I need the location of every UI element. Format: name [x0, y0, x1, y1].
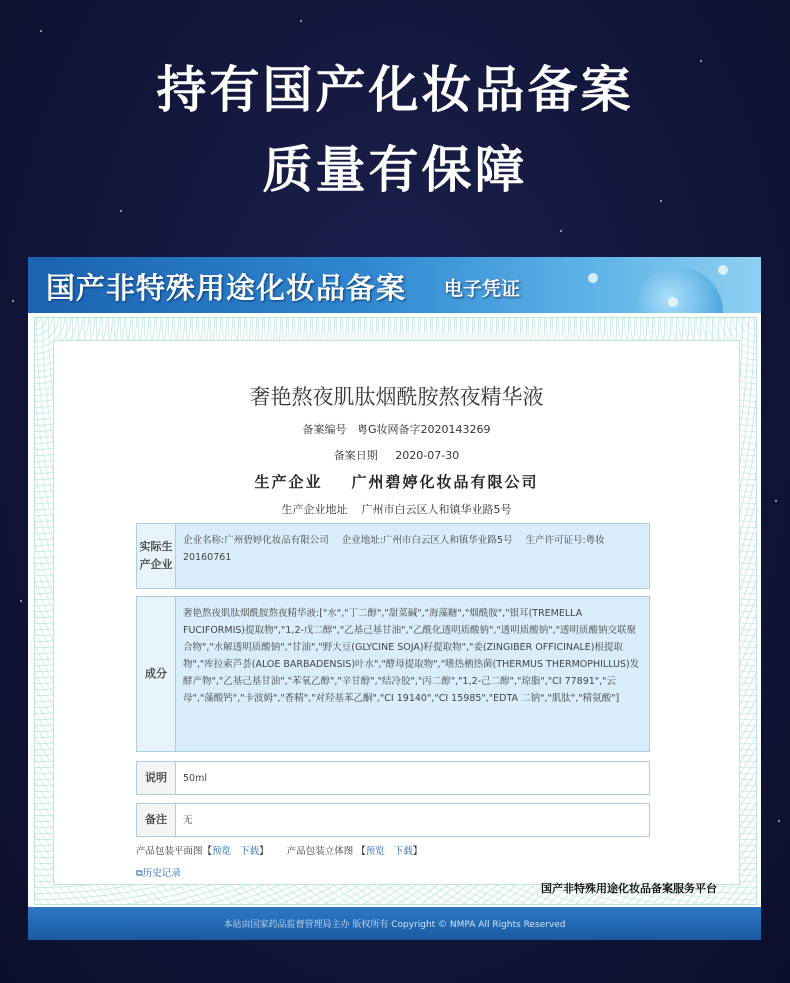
star	[300, 20, 302, 22]
star	[40, 30, 42, 32]
registration-value: 粤G妆网备字2020143269	[356, 423, 491, 436]
certificate-screenshot	[28, 257, 761, 940]
registration-label: 备案编号	[302, 423, 347, 436]
bracket-close: 】	[259, 846, 269, 857]
globe-icon	[633, 267, 723, 313]
banner-subtitle: 电子凭证	[444, 278, 521, 300]
platform-name: 国产非特殊用途化妆品备案服务平台	[541, 882, 717, 895]
actual-producer-label: 实际生产企业	[137, 524, 176, 588]
certificate-border	[34, 317, 757, 905]
network-node-icon	[668, 297, 678, 307]
star	[775, 500, 777, 502]
headline-line1: 持有国产化妆品备案	[156, 61, 634, 119]
manufacturer-value: 广州碧婷化妆品有限公司	[351, 473, 539, 491]
address-value: 广州市白云区人和镇华业路5号	[361, 503, 512, 516]
star	[778, 820, 780, 822]
manufacturer	[54, 471, 739, 492]
star	[20, 600, 22, 602]
network-node-icon	[718, 265, 728, 275]
product-name: 奢艳熬夜肌肽烟酰胺熬夜精华液	[249, 385, 544, 409]
ingredients-box	[136, 596, 650, 752]
flat-download-link[interactable]: 下载	[240, 846, 260, 857]
flat-preview-link[interactable]: 预览	[212, 846, 232, 857]
package-flat-label: 产品包装平面图【	[136, 846, 213, 857]
remarks-label: 备注	[137, 804, 176, 836]
stereo-download-link[interactable]: 下载	[393, 846, 413, 857]
registration-number	[54, 421, 739, 437]
description-value: 50ml	[183, 773, 207, 784]
history-icon: ⧉	[136, 868, 143, 879]
certificate-body	[53, 340, 740, 895]
ingredients-label: 成分	[137, 597, 176, 751]
headline-line2: 质量有保障	[262, 141, 528, 199]
manufacturer-address	[54, 501, 739, 517]
filing-date	[54, 447, 739, 463]
remarks-box	[136, 803, 650, 837]
history-link-label: 历史记录	[142, 868, 181, 879]
footer-copyright: 本站由国家药品监督管理局主办 版权所有 Copyright © NMPA All Rights Reserved	[28, 907, 761, 940]
ingredients-text: 奢艳熬夜肌肽烟酰胺熬夜精华液:["水","丁二醇","甜菜碱","海藻糖","烟酰胺","银耳(TREMELLA FUCIFORMIS)提取物","1,2-戊二醇","乙基己基甘油","乙酰化透明质酸钠","透明质酸钠","透明质酸钠交联聚合物","水解透明质酸钠","甘油","野大豆(GLYCINE SOJA)籽提取物","姜(ZINGIBER OFFICINALE)根提取物","库拉索芦荟(ALOE BARBADENSIS)叶水","酵母提取物","嗜热栖热菌(THERMUS THERMOPHILLUS)发酵产物","乙基己基甘油","苯氧乙醇","辛甘醇","结冷胶","丙二醇","1,2-己二醇","琼脂","CI 77891","云母","藻酸钙","卡波姆","香精","对羟基苯乙酮","CI 19140","CI 15985","EDTA 二钠","肌肽","精氨酸"]	[183, 608, 640, 704]
description-box	[136, 761, 650, 795]
bracket-close: 】	[412, 846, 423, 857]
star	[12, 300, 14, 302]
stereo-preview-link[interactable]: 预览	[365, 846, 385, 857]
description-label: 说明	[137, 762, 176, 794]
history-link[interactable]	[136, 865, 181, 879]
remarks-value: 无	[183, 815, 193, 826]
certificate-banner	[28, 257, 761, 313]
actual-producer-text: 企业名称:广州碧婷化妆品有限公司 企业地址:广州市白云区人和镇华业路5号 生产许可证号:粤妆20160761	[183, 535, 605, 563]
actual-producer-box	[136, 523, 650, 589]
address-label: 生产企业地址	[281, 503, 348, 516]
filing-date-value: 2020-07-30	[395, 449, 460, 462]
star	[560, 230, 562, 232]
banner-title: 国产非特殊用途化妆品备案	[46, 271, 407, 305]
network-node-icon	[588, 273, 598, 283]
package-links	[136, 843, 422, 857]
star	[120, 210, 122, 212]
manufacturer-label: 生产企业	[254, 473, 323, 491]
package-stereo-label: 产品包装立体图 【	[286, 846, 366, 857]
filing-date-label: 备案日期	[333, 449, 378, 462]
